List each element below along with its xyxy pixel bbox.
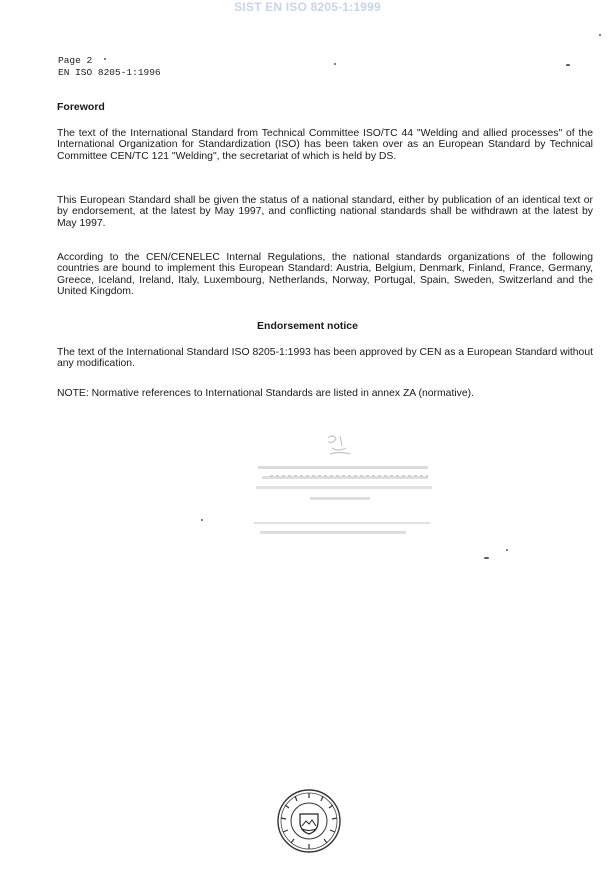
foreword-paragraph-2: This European Standard shall be given the status of a national standard, either by publication of an identical text or by endorsement, at the latest by May 1997, and conflicting national standards shall be withdrawn at the latest by May 1997. <box>57 195 593 229</box>
scan-speck <box>201 519 203 521</box>
page-number: Page 2 <box>58 55 93 66</box>
normative-note: NOTE: Normative references to International Standards are listed in annex ZA (normative). <box>57 388 474 399</box>
official-seal-icon <box>276 788 342 854</box>
faded-stamp-icon <box>250 430 440 545</box>
foreword-paragraph-1: The text of the International Standard from Technical Committee ISO/TC 44 "Welding and allied processes" of the International Organization for Standardization (ISO) has been taken over as an European Standard by Technical Committee CEN/TC 121 "Welding", the secretariat of which is held by DS. <box>57 128 593 162</box>
scan-speck <box>334 63 336 65</box>
watermark: SIST EN ISO 8205-1:1999 <box>234 0 381 14</box>
scan-speck <box>599 34 601 36</box>
endorsement-heading: Endorsement notice <box>257 320 358 332</box>
document-reference: EN ISO 8205-1:1996 <box>58 67 161 78</box>
scan-speck <box>484 557 489 559</box>
scan-speck <box>566 64 570 66</box>
foreword-heading: Foreword <box>57 101 105 113</box>
scan-speck <box>506 549 508 551</box>
foreword-paragraph-3: According to the CEN/CENELEC Internal Regulations, the national standards organizations of the following countries are bound to implement this European Standard: Austria, Belgium, Denmark, Finland, France, Germany, Greece, Iceland, Ireland, Italy, Luxembourg, Netherlands, Norway, Portugal, Spain, Sweden, Switzerland and the United Kingdom. <box>57 252 593 298</box>
scan-speck <box>104 58 106 60</box>
endorsement-paragraph: The text of the International Standard ISO 8205-1:1993 has been approved by CEN as a European Standard without any modification. <box>57 347 593 370</box>
